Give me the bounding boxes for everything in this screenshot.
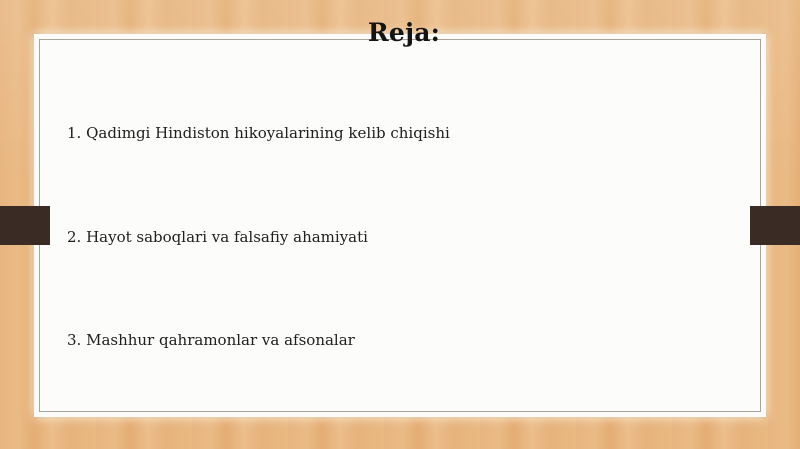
slide-panel [34, 34, 766, 417]
right-side-tab [750, 206, 800, 245]
agenda-item-2: 2. Hayot saboqlari va falsafiy ahamiyati [67, 228, 368, 246]
slide-title: Reja: [367, 18, 441, 47]
agenda-item-3: 3. Mashhur qahramonlar va afsonalar [67, 331, 355, 349]
left-side-tab [0, 206, 50, 245]
slide-border [39, 39, 761, 412]
agenda-item-1: 1. Qadimgi Hindiston hikoyalarining kelib chiqishi [67, 124, 450, 142]
